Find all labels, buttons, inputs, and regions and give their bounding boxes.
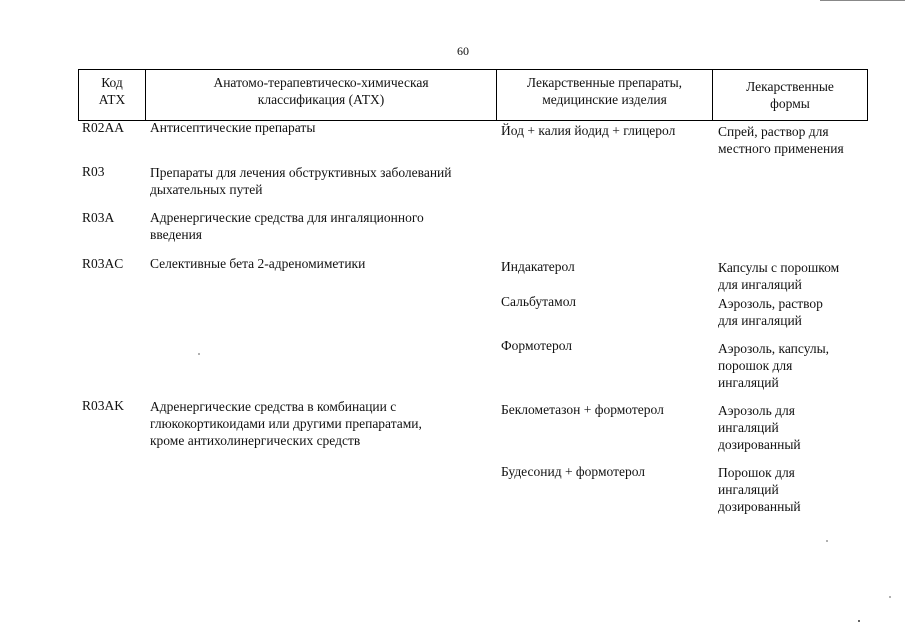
row-drug: Будесонид + формотерол: [501, 464, 646, 479]
header-code: Код АТХ: [79, 70, 146, 120]
header-forms: Лекарственные формы: [746, 79, 834, 111]
row-form: Аэрозоль, капсулы, порошок для ингаляций: [718, 341, 830, 390]
row-classification: Адренергические средства в комбинации с глюкокортикоидами или другими препаратами, кроме антихолинергических средств: [150, 399, 422, 448]
row-drug: Сальбутамол: [501, 294, 577, 309]
scan-speck: [826, 540, 828, 542]
row-classification: Антисептические препараты: [150, 120, 316, 135]
row-drug: Индакатерол: [501, 259, 575, 274]
row-form: Аэрозоль, раствор для ингаляций: [718, 296, 823, 328]
row-code: R03A: [82, 210, 115, 225]
row-code: R03AC: [82, 256, 124, 271]
row-form: Спрей, раствор для местного применения: [718, 124, 844, 156]
table-header: [78, 69, 868, 121]
page-number: 60: [457, 44, 469, 58]
row-code: R02AA: [82, 120, 125, 135]
scan-speck: [198, 353, 200, 355]
row-classification: Селективные бета 2-адреномиметики: [150, 256, 366, 271]
row-drug: Йод + калия йодид + глицерол: [501, 123, 676, 138]
scan-speck: [889, 596, 891, 598]
scan-speck: [858, 620, 860, 622]
row-classification: Адренергические средства для ингаляционного введения: [150, 210, 424, 242]
row-drug: Беклометазон + формотерол: [501, 402, 664, 417]
header-drugs: Лекарственные препараты, медицинские изделия: [497, 70, 713, 120]
row-code: R03AK: [82, 398, 125, 413]
row-form: Капсулы с порошком для ингаляций: [718, 260, 840, 292]
header-classification: Анатомо-терапевтическо-химическая классификация (АТХ): [146, 70, 497, 120]
row-form: Аэрозоль для ингаляций дозированный: [718, 403, 801, 452]
row-code: R03: [82, 164, 105, 179]
row-form: Порошок для ингаляций дозированный: [718, 465, 801, 514]
scan-edge-line: [820, 0, 905, 1]
row-drug: Формотерол: [501, 338, 573, 353]
row-classification: Препараты для лечения обструктивных заболеваний дыхательных путей: [150, 165, 452, 197]
